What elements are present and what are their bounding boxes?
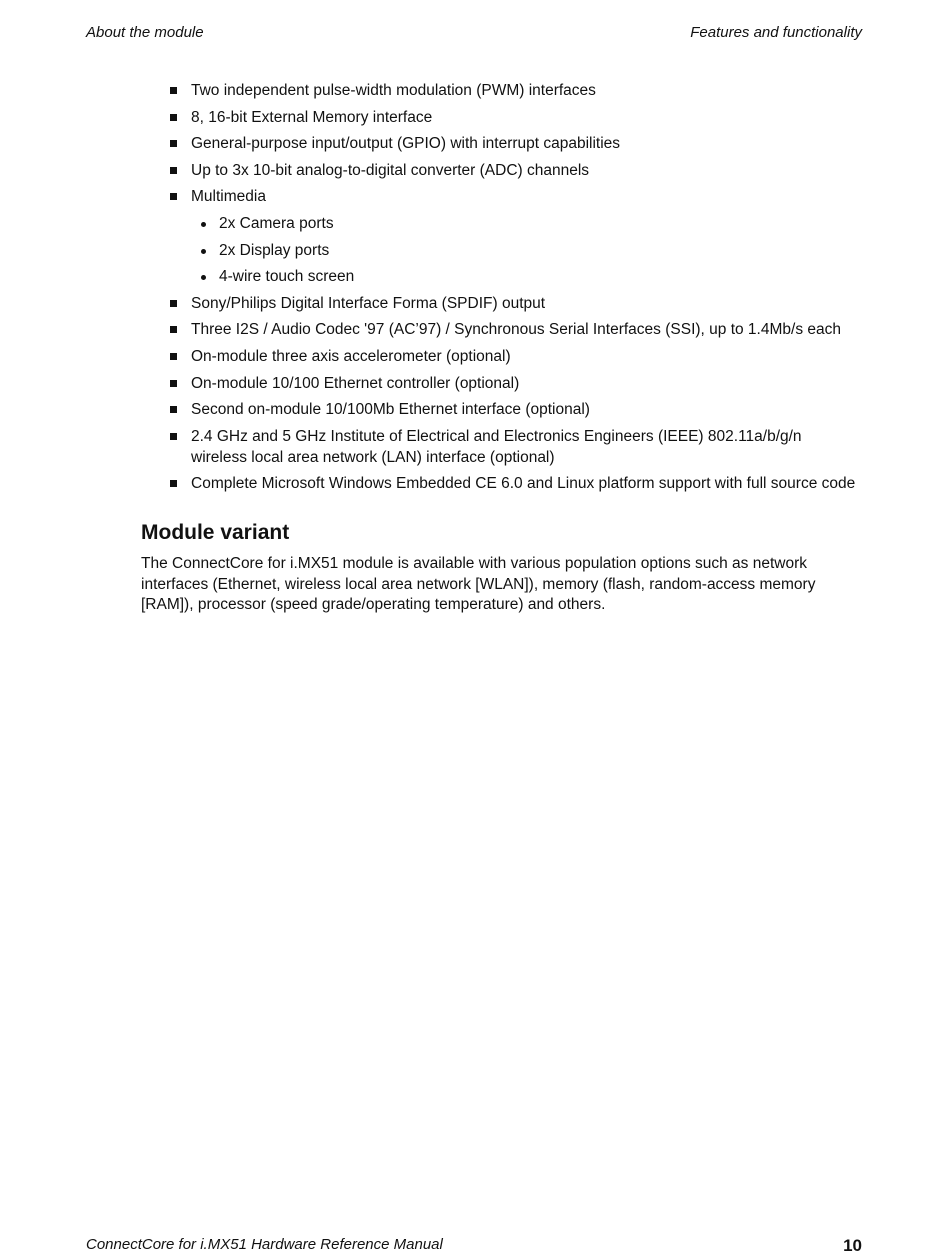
square-bullet-icon: [170, 380, 177, 387]
list-item: General-purpose input/output (GPIO) with interrupt capabilities: [141, 133, 856, 154]
list-item: Sony/Philips Digital Interface Forma (SPDIF) output: [141, 293, 856, 314]
list-item: Up to 3x 10-bit analog-to-digital converter (ADC) channels: [141, 160, 856, 181]
sub-list-item: 2x Camera ports: [191, 213, 856, 234]
sub-list-item: 4-wire touch screen: [191, 266, 856, 287]
list-item: Multimedia 2x Camera ports 2x Display ports 4-wire touch screen: [141, 186, 856, 287]
sub-list-item: 2x Display ports: [191, 240, 856, 261]
list-item: Complete Microsoft Windows Embedded CE 6.0 and Linux platform support with full source code: [141, 473, 856, 494]
list-item: On-module 10/100 Ethernet controller (optional): [141, 373, 856, 394]
square-bullet-icon: [170, 326, 177, 333]
running-header-right: Features and functionality: [690, 24, 862, 41]
round-bullet-icon: [201, 249, 206, 254]
multimedia-sublist: [191, 213, 856, 287]
square-bullet-icon: [170, 193, 177, 200]
section-heading: Module variant: [141, 521, 290, 545]
section-paragraph: The ConnectCore for i.MX51 module is available with various population options such as network interfaces (Ethernet, wireless local area network [WLAN]), memory (flash, random-access memory [RAM]), processor (speed grade/operating temperature) and others.: [141, 555, 816, 614]
list-item: On-module three axis accelerometer (optional): [141, 346, 856, 367]
list-item: 8, 16-bit External Memory interface: [141, 107, 856, 128]
square-bullet-icon: [170, 300, 177, 307]
square-bullet-icon: [170, 87, 177, 94]
square-bullet-icon: [170, 167, 177, 174]
list-item: Three I2S / Audio Codec '97 (AC’97) / Synchronous Serial Interfaces (SSI), up to 1.4Mb/s each: [141, 319, 856, 340]
round-bullet-icon: [201, 222, 206, 227]
list-item: Second on-module 10/100Mb Ethernet interface (optional): [141, 399, 856, 420]
list-item: 2.4 GHz and 5 GHz Institute of Electrical and Electronics Engineers (IEEE) 802.11a/b/g/n wireless local area network (LAN) interface (optional): [141, 426, 856, 468]
footer-document-title: ConnectCore for i.MX51 Hardware Reference Manual: [86, 1236, 443, 1253]
square-bullet-icon: [170, 114, 177, 121]
round-bullet-icon: [201, 275, 206, 280]
square-bullet-icon: [170, 406, 177, 413]
list-item: Two independent pulse-width modulation (PWM) interfaces: [141, 80, 856, 101]
square-bullet-icon: [170, 433, 177, 440]
page-number: 10: [843, 1236, 862, 1255]
running-header-left: About the module: [86, 24, 204, 41]
square-bullet-icon: [170, 353, 177, 360]
square-bullet-icon: [170, 480, 177, 487]
main-content: [141, 80, 856, 616]
feature-list: [141, 80, 856, 494]
square-bullet-icon: [170, 140, 177, 147]
